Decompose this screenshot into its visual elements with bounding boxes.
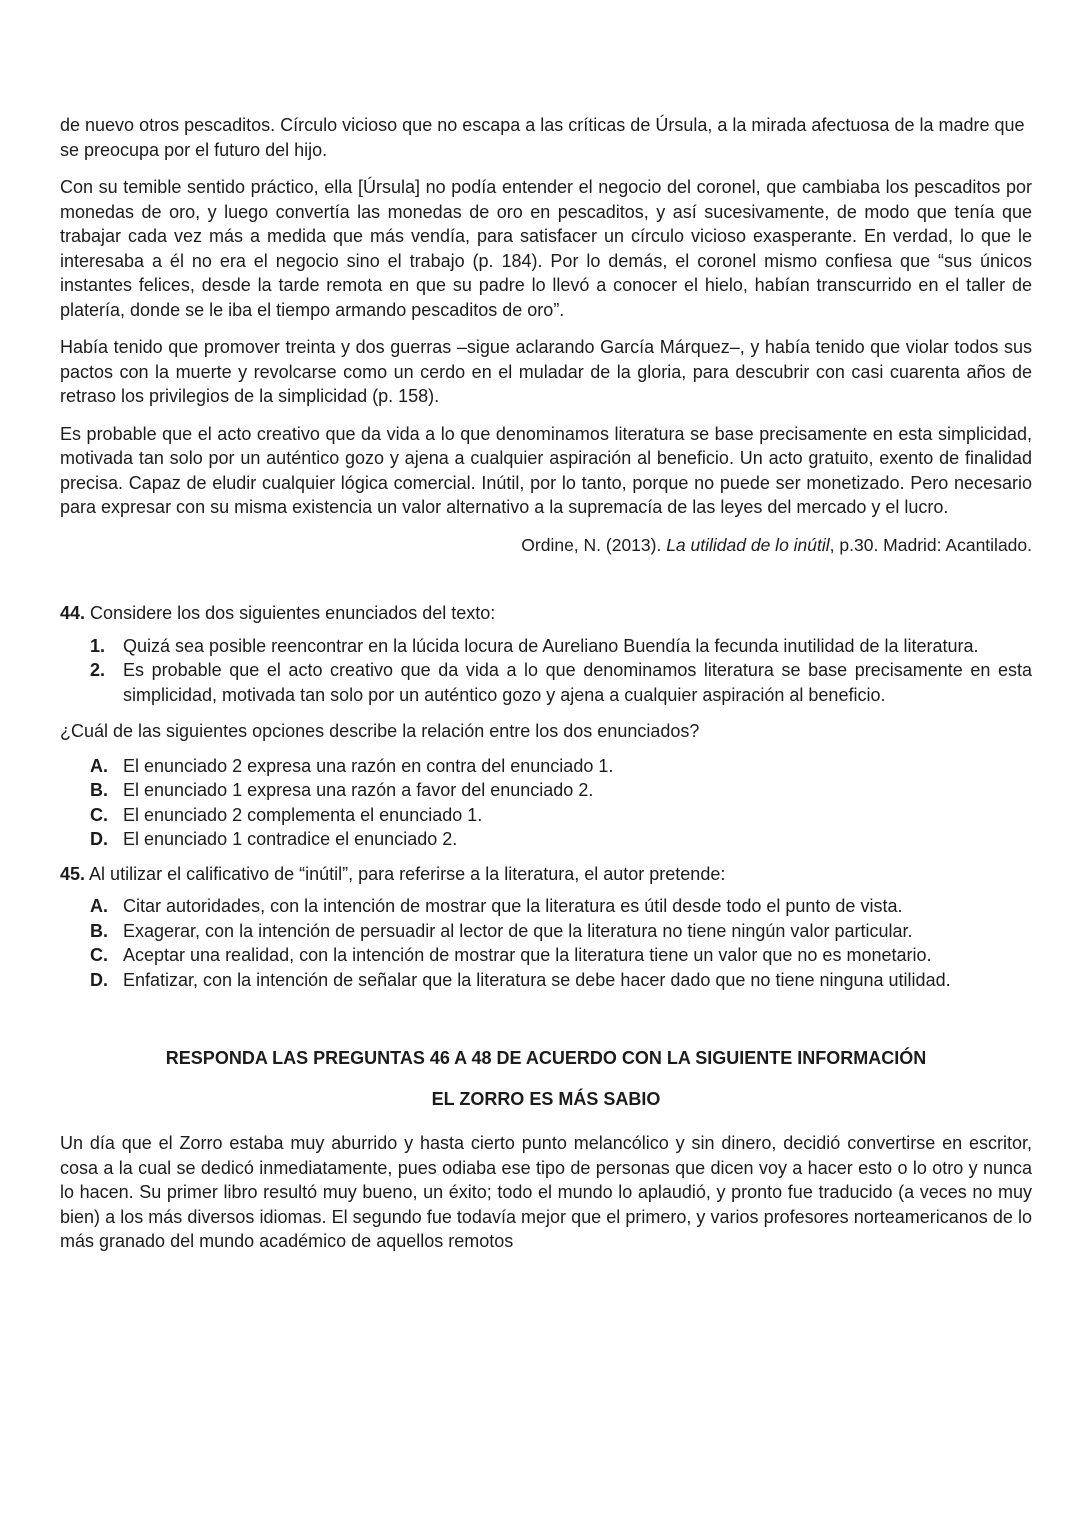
question-44-number: 44. [60, 603, 86, 623]
option-text: Enfatizar, con la intención de señalar que la literatura se debe hacer dado que no tiene ninguna utilidad. [123, 969, 951, 990]
passage-paragraph-2: Con su temible sentido práctico, ella [Úrsula] no podía entender el negocio del coronel, que cambiaba los pescaditos por monedas de oro, y luego convertía las monedas de oro en pescaditos, y así sucesivamente, de modo que tenía que trabajar cada vez más a medida que más vendía, para satisfacer un círculo vicioso exasperante. En verdad, lo que le interesaba a él no era el negocio sino el trabajo (p. 184). Por lo demás, el coronel mismo confiesa que “sus únicos instantes felices, desde la tarde remota en que su padre lo llevó a conocer el hielo, habían transcurrido en el taller de platería, donde se le iba el tiempo armando pescaditos de oro”. [60, 177, 1032, 320]
answer-option[interactable] [90, 754, 1032, 779]
question-45-stem [60, 862, 1032, 887]
option-text: El enunciado 2 expresa una razón en contra del enunciado 1. [123, 755, 614, 776]
story-title: EL ZORRO ES MÁS SABIO [431, 1088, 661, 1109]
statement-item [90, 658, 1032, 707]
statement-marker: 2. [90, 660, 106, 680]
citation-details: , p.30. Madrid: Acantilado. [829, 534, 1032, 555]
question-45-options [60, 894, 1032, 992]
statement-marker: 1. [90, 635, 106, 656]
question-45 [60, 862, 1032, 993]
option-letter: D. [90, 829, 108, 849]
question-45-text: Al utilizar el calificativo de “inútil”, para referirse a la literatura, el autor pretende: [89, 863, 726, 884]
option-letter: B. [90, 780, 108, 800]
story-paragraph: Un día que el Zorro estaba muy aburrido y hasta cierto punto melancólico y sin dinero, decidió convertirse en escritor, cosa a la cual se dedicó inmediatamente, pues odiaba ese tipo de personas que dicen voy a hacer esto o lo otro y nunca lo hacen. Su primer libro resultó muy bueno, un éxito; todo el mundo lo aplaudió, y pronto fue traducido (a veces no muy bien) a los más diversos idiomas. El segundo fue todavía mejor que el primero, y varios profesores norteamericanos de lo más granado del mundo académico de aquellos remotos [60, 1133, 1032, 1251]
answer-option[interactable] [90, 778, 1032, 803]
question-45-number: 45. [60, 863, 86, 884]
option-letter: D. [90, 969, 108, 990]
answer-option[interactable] [90, 803, 1032, 828]
passage-paragraph-1: de nuevo otros pescaditos. Círculo vicioso que no escapa a las críticas de Úrsula, a la mirada afectuosa de la madre que se preocupa por el futuro del hijo. [60, 115, 1025, 160]
citation-book-title: La utilidad de lo inútil [666, 534, 830, 555]
option-text: Citar autoridades, con la intención de mostrar que la literatura es útil desde todo el punto de vista. [123, 896, 903, 916]
question-44 [60, 601, 1032, 852]
document-page [60, 113, 1032, 1267]
statement-text: Es probable que el acto creativo que da vida a lo que denominamos literatura se base precisamente en esta simplicidad, motivada tan solo por un auténtico gozo y ajena a cualquier aspiración al beneficio. [123, 660, 1032, 705]
question-44-stem [60, 601, 1032, 626]
source-citation [60, 533, 1032, 558]
option-text: Exagerar, con la intención de persuadir al lector de que la literatura no tiene ningún valor particular. [123, 920, 913, 941]
question-44-text: Considere los dos siguientes enunciados del texto: [90, 603, 496, 623]
option-text: Aceptar una realidad, con la intención de mostrar que la literatura tiene un valor que no es monetario. [123, 945, 932, 965]
reading-passage [60, 113, 1032, 557]
question-44-options [60, 754, 1032, 852]
option-text: El enunciado 2 complementa el enunciado 1. [123, 804, 483, 825]
option-letter: C. [90, 945, 108, 965]
option-letter: B. [90, 920, 108, 941]
citation-author-year: Ordine, N. (2013). [521, 534, 667, 555]
answer-option[interactable] [90, 943, 1032, 968]
section-instruction-heading: RESPONDA LAS PREGUNTAS 46 A 48 DE ACUERDO CON LA SIGUIENTE INFORMACIÓN [165, 1048, 927, 1068]
statement-item [90, 634, 1032, 659]
passage-paragraph-3: Había tenido que promover treinta y dos guerras –sigue aclarando García Márquez–, y había tenido que violar todos sus pactos con la muerte y revolcarse como un cerdo en el muladar de la gloria, para descubrir con casi cuarenta años de retraso los privilegios de la simplicidad (p. 158). [60, 337, 1032, 406]
statement-text: Quizá sea posible reencontrar en la lúcida locura de Aureliano Buendía la fecunda inutilidad de la literatura. [123, 635, 979, 656]
statement-list [60, 634, 1032, 708]
passage-paragraph-4: Es probable que el acto creativo que da vida a lo que denominamos literatura se base precisamente en esta simplicidad, motivada tan solo por un auténtico gozo y ajena a cualquier aspiración al beneficio. Un acto gratuito, exento de finalidad precisa. Capaz de eludir cualquier lógica comercial. Inútil, por lo tanto, porque no puede ser monetizado. Pero necesario para expresar con su misma existencia un valor alternativo a la supremacía de las leyes del mercado y el lucro. [60, 423, 1032, 517]
answer-option[interactable] [90, 827, 1032, 852]
answer-option[interactable] [90, 894, 1032, 919]
option-letter: A. [90, 755, 108, 776]
option-letter: C. [90, 804, 108, 825]
option-letter: A. [90, 896, 108, 916]
option-text: El enunciado 1 expresa una razón a favor del enunciado 2. [123, 780, 594, 800]
question-44-prompt: ¿Cuál de las siguientes opciones describe la relación entre los dos enunciados? [60, 721, 700, 741]
option-text: El enunciado 1 contradice el enunciado 2. [123, 829, 458, 849]
answer-option[interactable] [90, 968, 1032, 993]
answer-option[interactable] [90, 919, 1032, 944]
